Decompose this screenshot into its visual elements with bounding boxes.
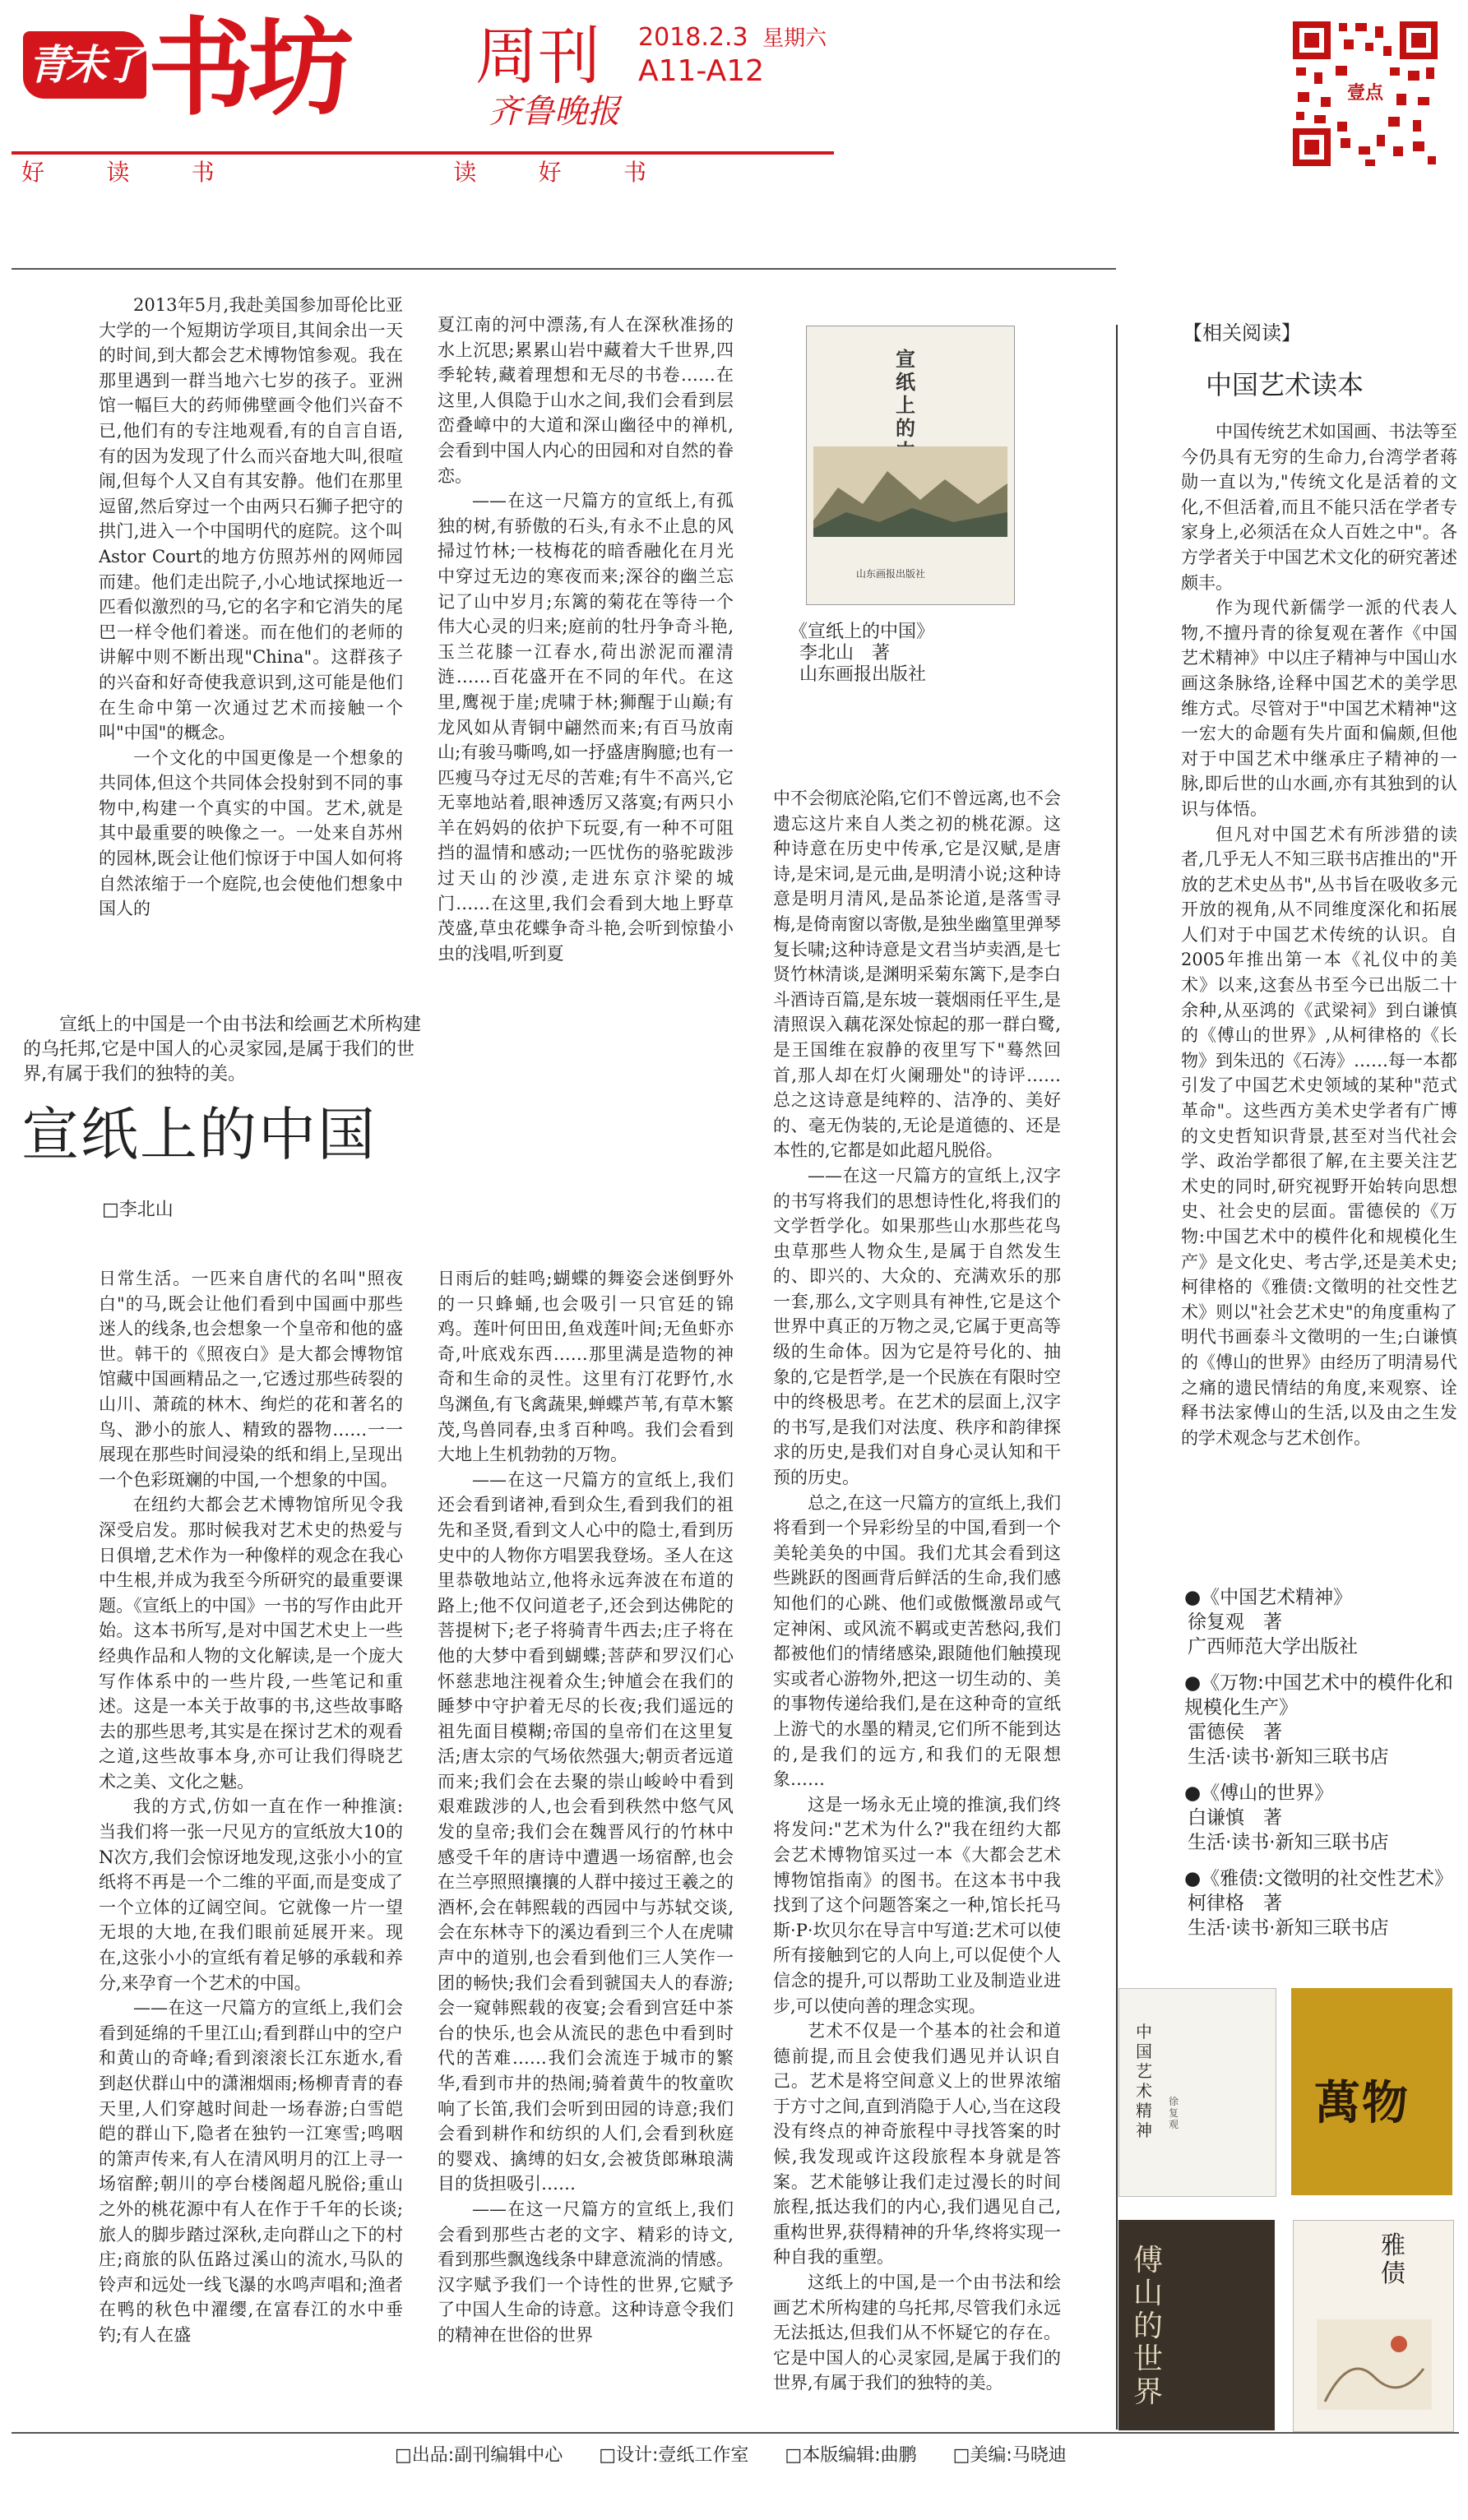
slogan: 好 读 书 读 好 书 [21,159,646,186]
sidebar-divider [1116,325,1118,2430]
related-book: ●《万物:中国艺术中的模件化和规模化生产》 雷德侯 著 生活·读书·新知三联书店 [1184,1672,1453,1768]
related-title: 中国艺术读本 [1206,369,1364,400]
cover-fushan-de-shijie: 傅山的世界 [1118,2220,1275,2430]
related-body: 中国传统艺术如国画、书法等至今仍具有无穷的生命力,台湾学者蒋勋一直以为,"传统文化是活着的文化,不但活着,而且不能只活在学者专家身上,必须活在众人百姓之中"。各方学者关于中国艺术文化的研究著述颇丰。 作为现代新儒学一派的代表人物,不擅丹青的徐复观在著作《中国艺术精神》中以庄子精神与中国山水画这条脉络,诠释中国艺术的美学思维方式。尽管对于"中国艺术精神"这一宏大的命题有失片面和偏颇,但他对于中国艺术中继承庄子精神的一脉,即后世的山水画,亦有其独到的认识与体悟。 但凡对中国艺术有所涉猎的读者,几乎无人不知三联书店推出的"开放的艺术史丛书",丛书旨在吸收多元开放的视角,从不同维度深化和拓展人们对于中国艺术传统的认识。自2005年推出第一本《礼仪中的美术》以来,这套丛书至今已出版二十余种,从巫鸿的《武梁祠》到白谦慎的《傅山的世界》,从柯律格的《长物》到朱迅的《石涛》……每一本都引发了中国艺术史领域的某种"范式革命"。这些西方美术史学者有广博的文史哲知识背景,甚至对当代社会学、政治学都很了解,在主要关注艺术史的同时,研究视野开始转向思想史、社会史的层面。雷德侯的《万物:中国艺术中的模件化和规模化生产》是文化史、考古学,还是美术史;柯律格的《雅债:文徵明的社交性艺术》则以"社会艺术史"的角度重构了明代书画泰斗文徵明的一生;白谦慎的《傅山的世界》由经历了明清易代之痛的遗民情结的角度,来观察、诠释书法家傅山的生活,以及由之生发的学术观念与艺术创作。 [1181,422,1457,1448]
related-book: ●《雅债:文徵明的社交性艺术》 柯律格 著 生活·读书·新知三联书店 [1184,1868,1453,1939]
cover-zhongguo-yishu-jingshen: 中国艺术精神 徐复观 [1118,1988,1276,2197]
date: 2018.2.3 [638,23,748,52]
article-col2-bottom: 日雨后的蛙鸣;蝴蝶的舞姿会迷倒野外的一只蜂蛹,也会吸引一只官廷的锦鸡。莲叶何田田,鱼戏莲叶间;无鱼虾亦奇,叶底戏东西……那里满是造物的神奇和生命的灵性。这里有汀花野竹,水鸟渊鱼,有飞禽蔬果,蝉蝶芦苇,有草木繁茂,鸟兽同春,虫豸百种鸣。我们会看到大地上生机勃勃的万物。 ——在这一尺篇方的宣纸上,我们还会看到诸神,看到众生,看到我们的祖先和圣贤,看到文人心中的隐士,看到历史中的人物你方唱罢我登场。圣人在这里恭敬地站立,他将永远奔波在布道的路上;他不仅问道老子,还会到达佛陀的菩提树下;老子将骑青牛西去;庄子将在他的大梦中看到蝴蝶;菩萨和罗汉们心怀慈悲地注视着众生;钟馗会在我们的睡梦中守护着无尽的长夜;我们遥远的祖先面目模糊;帝国的皇帝们在这里复活;唐太宗的气场依然强大;朝贡者远道而来;我们会在去聚的崇山峻岭中看到艰难跋涉的人,也会看到秩然中悠气风发的皇帝;我们会在魏晋风行的竹林中感受千年的唐诗中遭遇一场宿醉,也会在兰亭照照攘攘的人群中接过王羲之的酒杯,会在韩熙载的西园中与苏轼交谈,会在东林寺下的溪边看到三个人在虎啸声中的道别,也会看到他们三人笑作一团的畅快;我们会看到虢国夫人的春游;会一窥韩熙载的夜宴;会看到宫廷中茶台的快乐,也会从流民的悲色中看到时代的苦难……我们会流连于城市的繁华,看到市井的热闹;骑着黄牛的牧童吹响了长笛,我们会听到田园的诗意;我们会看到耕作和纺织的人们,会看到秋庭的婴戏、擒缚的妇女,会被货郎琳琅满目的货担吸引…… ——在这一尺篇方的宣纸上,我们会看到那些古老的文字、精彩的诗文,看到那些飘逸线条中肆意流淌的情感。汉字赋予我们一个诗性的世界,它赋予了中国人生命的诗意。这种诗意令我们的精神在世俗的世界 [438,1269,734,2345]
book-caption: 《宣纸上的中国》 李北山 著 山东画报出版社 [790,622,935,685]
article-lead: 宣纸上的中国是一个由书法和绘画艺术所构建的乌托邦,它是中国人的心灵家园,是属于我们的世界,有属于我们的独特的美。 [23,1015,422,1084]
page-numbers: A11-A12 [638,54,765,88]
cover-yazhai: 雅债 [1293,2220,1454,2432]
footer-rule [12,2432,1459,2434]
book-cover-publisher: 山东画报出版社 [856,568,926,580]
book-cover-title: 宣纸上的 [896,347,915,440]
article-col2-top: 夏江南的河中漂荡,有人在深秋准扬的水上沉思;累累山岩中藏着大千世界,四季轮转,藏着理想和无尽的书卷……在这里,人俱隐于山水之间,我们会看到层峦叠嶂中的大道和深山幽径中的禅机,会看到中国人内心的田园和对自然的眷恋。 ——在这一尺篇方的宣纸上,有孤独的树,有骄傲的石头,有永不止息的风掃过竹林;一枝梅花的暗香融化在月光中穿过无边的寒夜而来;深谷的幽兰忘记了山中岁月;东篱的菊花在等待一个伟大心灵的归来;庭前的牡丹争奇斗艳,玉兰花膝一江春水,荷出淤泥而濯清涟……百花盛开在不同的年代。在这里,鹰视于崖;虎啸于林;狮醒于山巅;有龙风如从青铜中翩然而来;有百马放南山;有骏马嘶鸣,如一抒盛唐胸臆;也有一匹瘦马夺过无尽的苦难;有牛不高兴,它无辜地站着,眼神透厉又落寞;有两只小羊在妈妈的依护下玩耍,有一种不可阻挡的温情和感动;一匹忧伤的骆驼跋涉过天山的沙漠,走进东京汴梁的城门……在这里,我们会看到大地上野草茂盛,草虫花蝶争奇斗艳,会听到惊蛰小虫的浅唱,听到夏 [438,315,734,964]
qr-label: 壹点 [1341,77,1390,110]
landscape-painting-icon [813,446,1007,537]
related-book: ●《傅山的世界》 白谦慎 著 生活·读书·新知三联书店 [1184,1782,1389,1853]
article-byline: □李北山 [102,1200,174,1220]
cover-wanwu: 萬物 [1291,1988,1452,2195]
related-book-list [1184,1585,1464,1940]
related-section-label: 【相关阅读】 [1183,321,1301,344]
article-col1-top: 2013年5月,我赴美国参加哥伦比亚大学的一个短期访学项目,其间余出一天的时间,到大都会艺术博物馆参观。我在那里遇到一群当地六七岁的孩子。亚洲馆一幅巨大的药师佛壁画令他们兴奋不已,他们有的专注地观看,有的自言自语,有的因为发现了什么而兴奋地大叫,很喧闹,但每个人又自有其安静。他们在那里逗留,然后穿过一个由两只石狮子把守的拱门,进入一个中国明代的庭院。这个叫Astor Court的地方仿照苏州的网师园而建。他们走出院子,小心地试探地近一匹看似激烈的马,它的名字和它消失的尾巴一样令他们着迷。而在他们的老师的讲解中则不断出现"China"。这群孩子的兴奋和好奇使我意识到,这可能是他们在生命中第一次通过艺术而接触一个叫"中国"的概念。 一个文化的中国更像是一个想象的共同体,但这个共同体会投射到不同的事物中,构建一个真实的中国。艺术,就是其中最重要的映像之一。一处来自苏州的园林,既会让他们惊讶于中国人如何将自然浓缩于一个庭院,也会使他们想象中国人的 [99,295,403,919]
qr-code[interactable] [1290,18,1441,169]
book-cover [806,326,1015,605]
issue-date [638,23,827,53]
masthead-rule [12,151,834,155]
article-title: 宣纸上的中国 [21,1101,377,1168]
footer-credits: □出品:副刊编辑中心 □设计:壹纸工作室 □本版编辑:曲鹏 □美编:马晓迪 [395,2445,1067,2466]
article-col3: 中不会彻底沦陷,它们不曾远离,也不会遗忘这片来自人类之初的桃花源。这种诗意在历史中传承,它是汉赋,是唐诗,是宋词,是元曲,是明清小说;这种诗意是明月清风,是品茶论道,是落雪寻梅,是倚南窗以寄傲,是独坐幽篁里弹琴复长啸;这种诗意是文君当垆卖酒,是七贤竹林清谈,是渊明采菊东篱下,是李白斗酒诗百篇,是东坡一蓑烟雨任平生,是清照误入藕花深处惊起的那一群白鹭,是王国维在寂静的夜里写下"蓦然回首,那人却在灯火阑珊处"的诗评……总之这诗意是纯粹的、洁净的、美好的、毫无伪装的,无论是道德的、还是本性的,它都是如此超凡脱俗。 ——在这一尺篇方的宣纸上,汉字的书写将我们的思想诗性化,将我们的文学哲学化。如果那些山水那些花鸟虫草那些人物众生,是属于自然发生的、即兴的、大众的、充满欢乐的那一套,那么,文字则具有神性,它是这个世界中真正的万物之灵,它属于更高等级的生命体。因为它是符号化的、抽象的,它是哲学,是一个民族在有限时空中的终极思考。在艺术的层面上,汉字的书写,是我们对法度、秩序和韵律探求的历史,是我们对自身心灵认知和干预的历史。 总之,在这一尺篇方的宣纸上,我们将看到一个异彩纷呈的中国,看到一个美轮美奂的中国。我们尤其会看到这些跳跃的图画背后鲜活的生命,我们感知他们的心跳、他们或傲慨激昂或气定神闲、或风流不羁或吏苦愁闷,我们都被他们的情绪感染,跟随他们触摸现实或者心游物外,把这一切生动的、美的事物传递给我们,是在这种奇的宣纸上游弋的水墨的精灵,它们所不能到达的,是我们的远方,和我们的无限想象…… 这是一场永无止境的推演,我们终将发问:"艺术为什么?"我在纽约大都会艺术博物馆买过一本《大都会艺术博物馆指南》的图书。在这本书中我找到了这个问题答案之一种,馆长托马斯·P·坎贝尔在导言中写道:艺术可以使所有接触到它的人向上,可以促使个人信念的提升,可以帮助工业及制造业进步,可以使向善的理念实现。 艺术不仅是一个基本的社会和道德前提,而且会使我们遇见并认识自己。艺术是将空间意义上的世界浓缩于方寸之间,直到消隐于人心,当在这段没有终点的神奇旅程中寻找答案的时候,我发现或许这段旅程本身就是答案。艺术能够让我们走过漫长的时间旅程,抵达我们的内心,我们遇见自己,重构世界,获得精神的升华,终将实现一种自我的重塑。 这纸上的中国,是一个由书法和绘画艺术所构建的乌托邦,尽管我们永远无法抵达,但我们从不怀疑它的存在。它是中国人的心灵家园,是属于我们的世界,有属于我们的独特的美。 [773,788,1061,2393]
newspaper-name: 齐鲁晚报 [489,93,620,131]
brand-logo: 青未了 [23,31,146,99]
painting-icon [1317,2319,1432,2410]
masthead-title: 书坊 [148,7,350,130]
top-rule [12,268,1116,270]
masthead-weekly: 周刊 [475,20,600,93]
article-col1-bottom: 日常生活。一匹来自唐代的名叫"照夜白"的马,既会让他们看到中国画中那些迷人的线条,也会想象一个皇帝和他的盛世。韩干的《照夜白》是大都会博物馆馆藏中国画精品之一,它透过那些砖裂的山川、萧疏的林木、绚烂的花和著名的鸟、渺小的旅人、精致的器物……一一展现在那些时间浸染的纸和绢上,呈现出一个色彩斑斓的中国,一个想象的中国。 在纽约大都会艺术博物馆所见令我深受启发。那时候我对艺术史的热爱与日俱增,艺术作为一种像样的观念在我心中生根,并成为我至今所研究的最重要课题。《宣纸上的中国》一书的写作由此开始。这本书所写,是对中国艺术史上一些经典作品和人物的文化解读,是一个庞大写作体系中的一些片段,一些笔记和重述。这是一本关于故事的书,这些故事略去的那些思考,其实是在探讨艺术的观看之道,这些故事本身,亦可让我们得晓艺术之美、文化之魅。 我的方式,仿如一直在作一种推演:当我们将一张一尺见方的宣纸放大10的N次方,我们会惊讶地发现,这张小小的宣纸将不再是一个二维的平面,而是变成了一个立体的辽阔空间。它就像一片一望无垠的大地,在我们眼前延展开来。现在,这张小小的宣纸有着足够的承载和养分,来孕育一个艺术的中国。 ——在这一尺篇方的宣纸上,我们会看到延绵的千里江山;看到群山中的空户和黄山的奇峰;看到滚滚长江东逝水,看到赵伏群山中的潇湘烟雨;杨柳青青的春天里,人们穿越时间赴一场春游;白雪皑皑的群山下,隐者在独钓一江寒雪;鸣咽的箫声传来,有人在清风明月的江上寻一场宿醉;朝川的亭台楼阁超凡脱俗;重山之外的桃花源中有人在作于千年的长谈;旅人的脚步踏过深秋,走向群山之下的村庄;商旅的队伍路过溪山的流水,马队的铃声和远处一线飞瀑的水鸣声唱和;渔者在鸭的秋色中濯缨,在富春江的水中垂钓;有人在盛 [99,1269,403,2345]
related-book: ●《中国艺术精神》 徐复观 著 广西师范大学出版社 [1184,1587,1358,1658]
weekday: 星期六 [762,26,827,51]
